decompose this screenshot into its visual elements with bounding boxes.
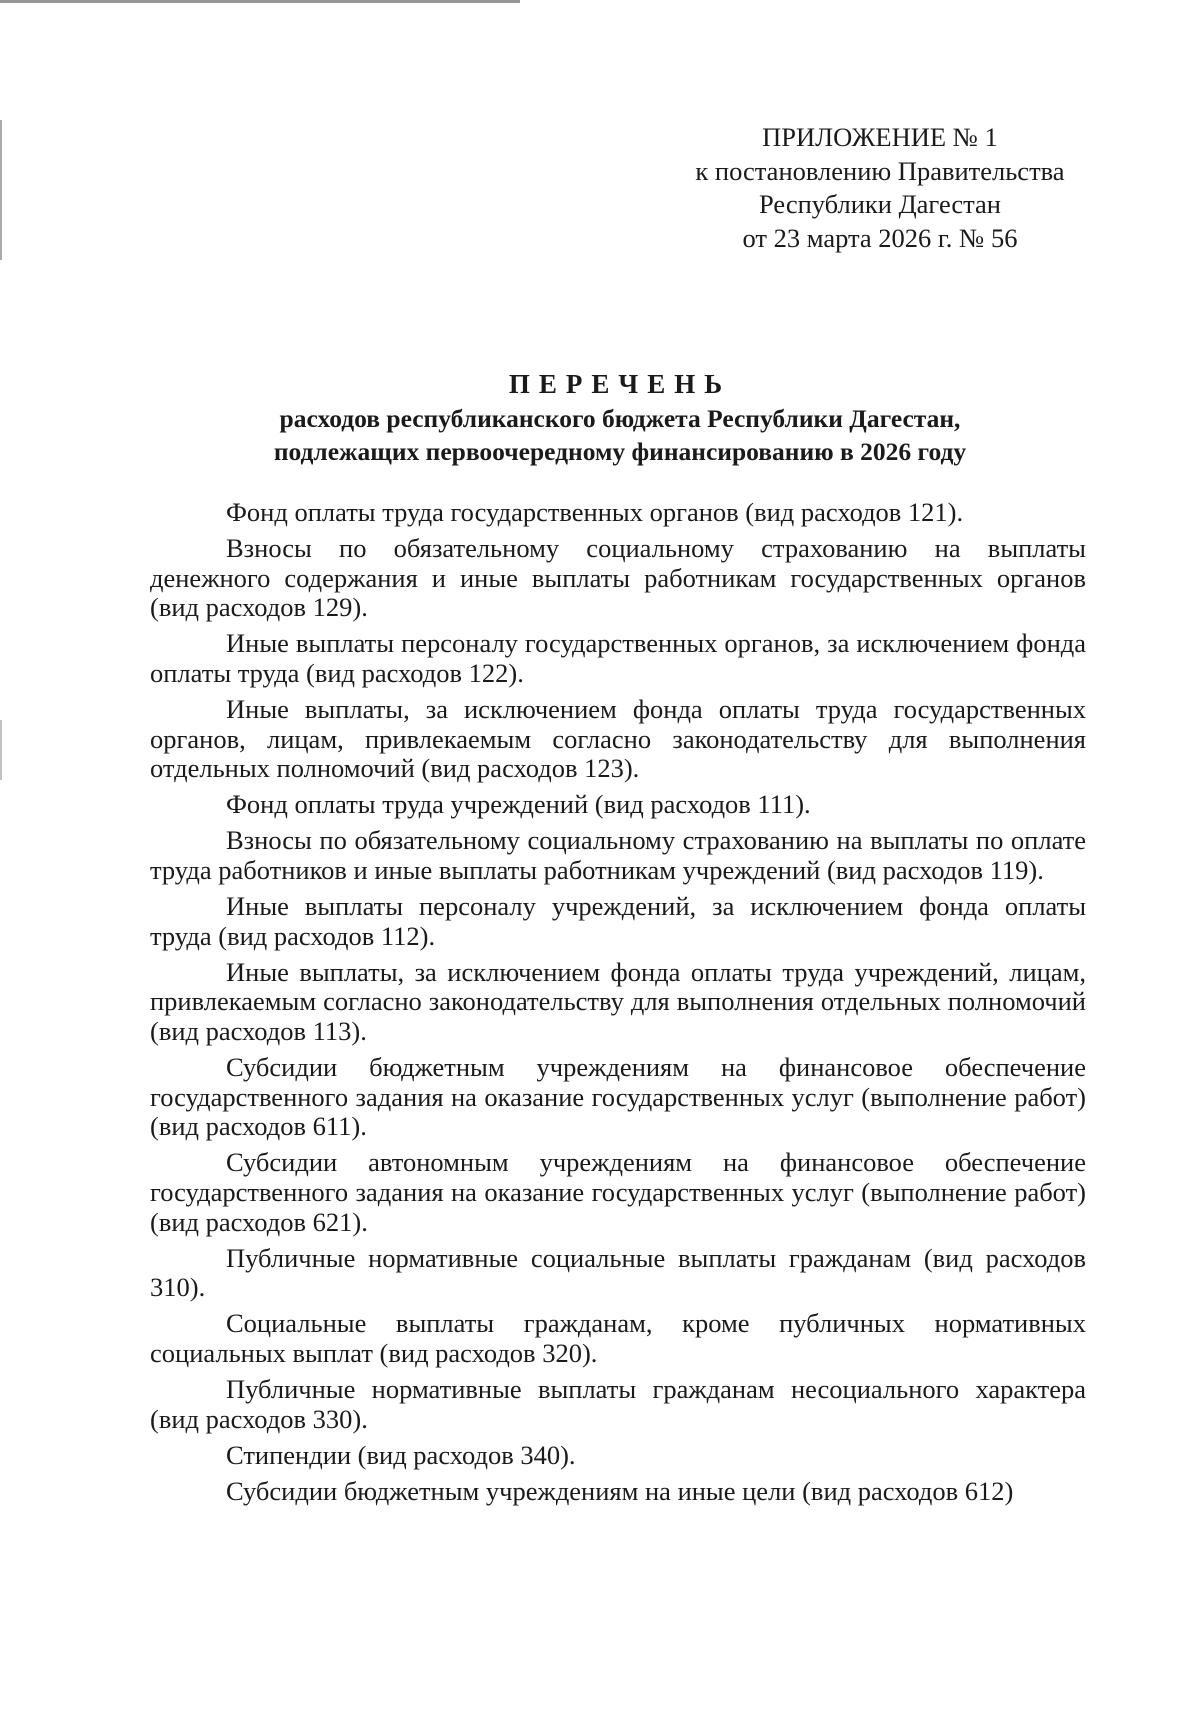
resolution-date: от 23 марта 2026 г. № 56 xyxy=(742,222,1018,253)
document-heading xyxy=(200,366,1040,468)
expense-item: Взносы по обязательному социальному страхованию на выплаты денежного содержания и иные выплаты работникам государственных органов (вид расходов 129). xyxy=(150,533,1086,623)
approval-block xyxy=(660,121,1100,255)
document-title: ПЕРЕЧЕНЬ xyxy=(508,369,732,399)
expense-item: Субсидии автономным учреждениям на финансовое обеспечение государственного задания на оказание государственных услуг (выполнение работ) (вид расходов 621). xyxy=(150,1147,1086,1237)
republic-name: Республики Дагестан xyxy=(759,189,1001,219)
document-subtitle-line-1: расходов республиканского бюджета Республики Дагестан, xyxy=(279,404,961,433)
scan-artifact-top xyxy=(0,0,520,3)
expense-item: Фонд оплаты труда государственных органов (вид расходов 121). xyxy=(226,497,964,527)
document-subtitle-line-2: подлежащих первоочередному финансированию в 2026 году xyxy=(273,437,967,466)
expense-item: Взносы по обязательному социальному страхованию на выплаты по оплате труда работников и иные выплаты работникам учреждений (вид расходов 119). xyxy=(150,825,1086,886)
expense-item: Публичные нормативные выплаты гражданам несоциального характера (вид расходов 330). xyxy=(150,1374,1086,1434)
expense-item: Субсидии бюджетным учреждениям на финансовое обеспечение государственного задания на оказание государственных услуг (выполнение работ) (вид расходов 611). xyxy=(150,1052,1086,1142)
expense-item: Иные выплаты персоналу учреждений, за исключением фонда оплаты труда (вид расходов 112). xyxy=(150,891,1086,951)
appendix-number: ПРИЛОЖЕНИЕ № 1 xyxy=(762,122,998,152)
expense-item: Фонд оплаты труда учреждений (вид расходов 111). xyxy=(226,789,811,820)
expense-item: Субсидии бюджетным учреждениям на иные цели (вид расходов 612) xyxy=(226,1475,1014,1506)
expense-item: Стипендии (вид расходов 340). xyxy=(226,1439,576,1470)
expense-item: Социальные выплаты гражданам, кроме публичных нормативных социальных выплат (вид расходов 320). xyxy=(150,1308,1086,1368)
expense-item: Публичные нормативные социальные выплаты гражданам (вид расходов 310). xyxy=(150,1242,1086,1303)
expense-item: Иные выплаты, за исключением фонда оплаты труда учреждений, лицам, привлекаемым согласно законодательству для выполнения отдельных полномочий (вид расходов 113). xyxy=(150,956,1086,1046)
expense-item: Иные выплаты, за исключением фонда оплаты труда государственных органов, лицам, привлекаемым согласно законодательству для выполнения отдельных полномочий (вид расходов 123). xyxy=(150,694,1086,784)
scan-artifact-left-lower xyxy=(0,720,2,780)
resolution-reference: к постановлению Правительства xyxy=(695,155,1065,186)
expense-item: Иные выплаты персоналу государственных органов, за исключением фонда оплаты труда (вид расходов 122). xyxy=(150,628,1086,688)
expense-list xyxy=(150,498,1086,1513)
scan-artifact-left xyxy=(0,120,2,260)
